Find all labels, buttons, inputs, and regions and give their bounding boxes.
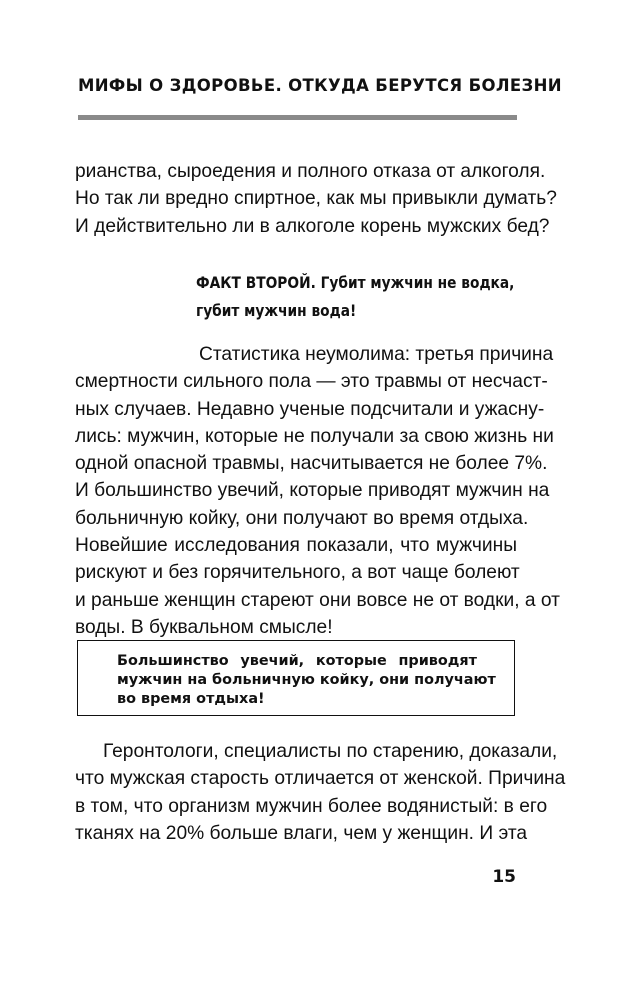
statistics-line: одной опасной травмы, насчитывается не более 7%. bbox=[75, 453, 548, 475]
running-head: МИФЫ О ЗДОРОВЬЕ. ОТКУДА БЕРУТСЯ БОЛЕЗНИ bbox=[78, 76, 562, 95]
intro-line: рианства, сыроедения и полного отказа от алкоголя. bbox=[75, 161, 546, 182]
statistics-line: ных случаев. Недавно ученые подсчитали и ужасну- bbox=[75, 398, 545, 420]
gerontology-line: в том, что организм мужчин более водянистый: в его bbox=[75, 795, 548, 817]
header-rule bbox=[78, 115, 517, 120]
statistics-line: Новейшие исследования показали, что мужчины bbox=[75, 535, 517, 557]
callout-line: во время отдыха! bbox=[117, 691, 265, 707]
statistics-line: и раньше женщин стареют они вовсе не от водки, а от bbox=[75, 589, 560, 611]
gerontology-paragraph bbox=[75, 738, 566, 847]
statistics-line: Статистика неумолима: третья причина bbox=[199, 344, 554, 365]
fact-heading-line: губит мужчин вода! bbox=[196, 301, 357, 320]
statistics-line: воды. В буквальном смысле! bbox=[75, 616, 333, 638]
page-number: 15 bbox=[492, 867, 516, 887]
callout-box bbox=[77, 640, 515, 716]
statistics-line: лись: мужчин, которые не получали за свою жизнь ни bbox=[75, 425, 554, 447]
fact-heading bbox=[196, 269, 515, 325]
callout-line: Большинство увечий, которые приводят bbox=[117, 653, 477, 669]
intro-paragraph bbox=[75, 158, 557, 240]
intro-line: И действительно ли в алкоголе корень мужских бед? bbox=[75, 215, 550, 237]
statistics-line: рискуют и без горячительного, а вот чаще болеют bbox=[75, 562, 520, 584]
statistics-line: смертности сильного пола — это травмы от несчаст- bbox=[75, 371, 548, 393]
gerontology-line: тканях на 20% больше влаги, чем у женщин. И эта bbox=[75, 822, 528, 844]
gerontology-line: что мужская старость отличается от женской. Причина bbox=[75, 768, 566, 790]
statistics-paragraph bbox=[75, 341, 560, 641]
statistics-line: больничную койку, они получают во время отдыха. bbox=[75, 507, 529, 529]
fact-heading-line: ФАКТ ВТОРОЙ. Губит мужчин не водка, bbox=[196, 273, 515, 292]
intro-line: Но так ли вредно спиртное, как мы привыкли думать? bbox=[75, 188, 557, 210]
statistics-line: И большинство увечий, которые приводят мужчин на bbox=[75, 480, 550, 502]
callout-line: мужчин на больничную койку, они получают bbox=[117, 672, 496, 688]
callout-text bbox=[117, 652, 496, 709]
gerontology-line: Геронтологи, специалисты по старению, доказали, bbox=[103, 741, 558, 762]
